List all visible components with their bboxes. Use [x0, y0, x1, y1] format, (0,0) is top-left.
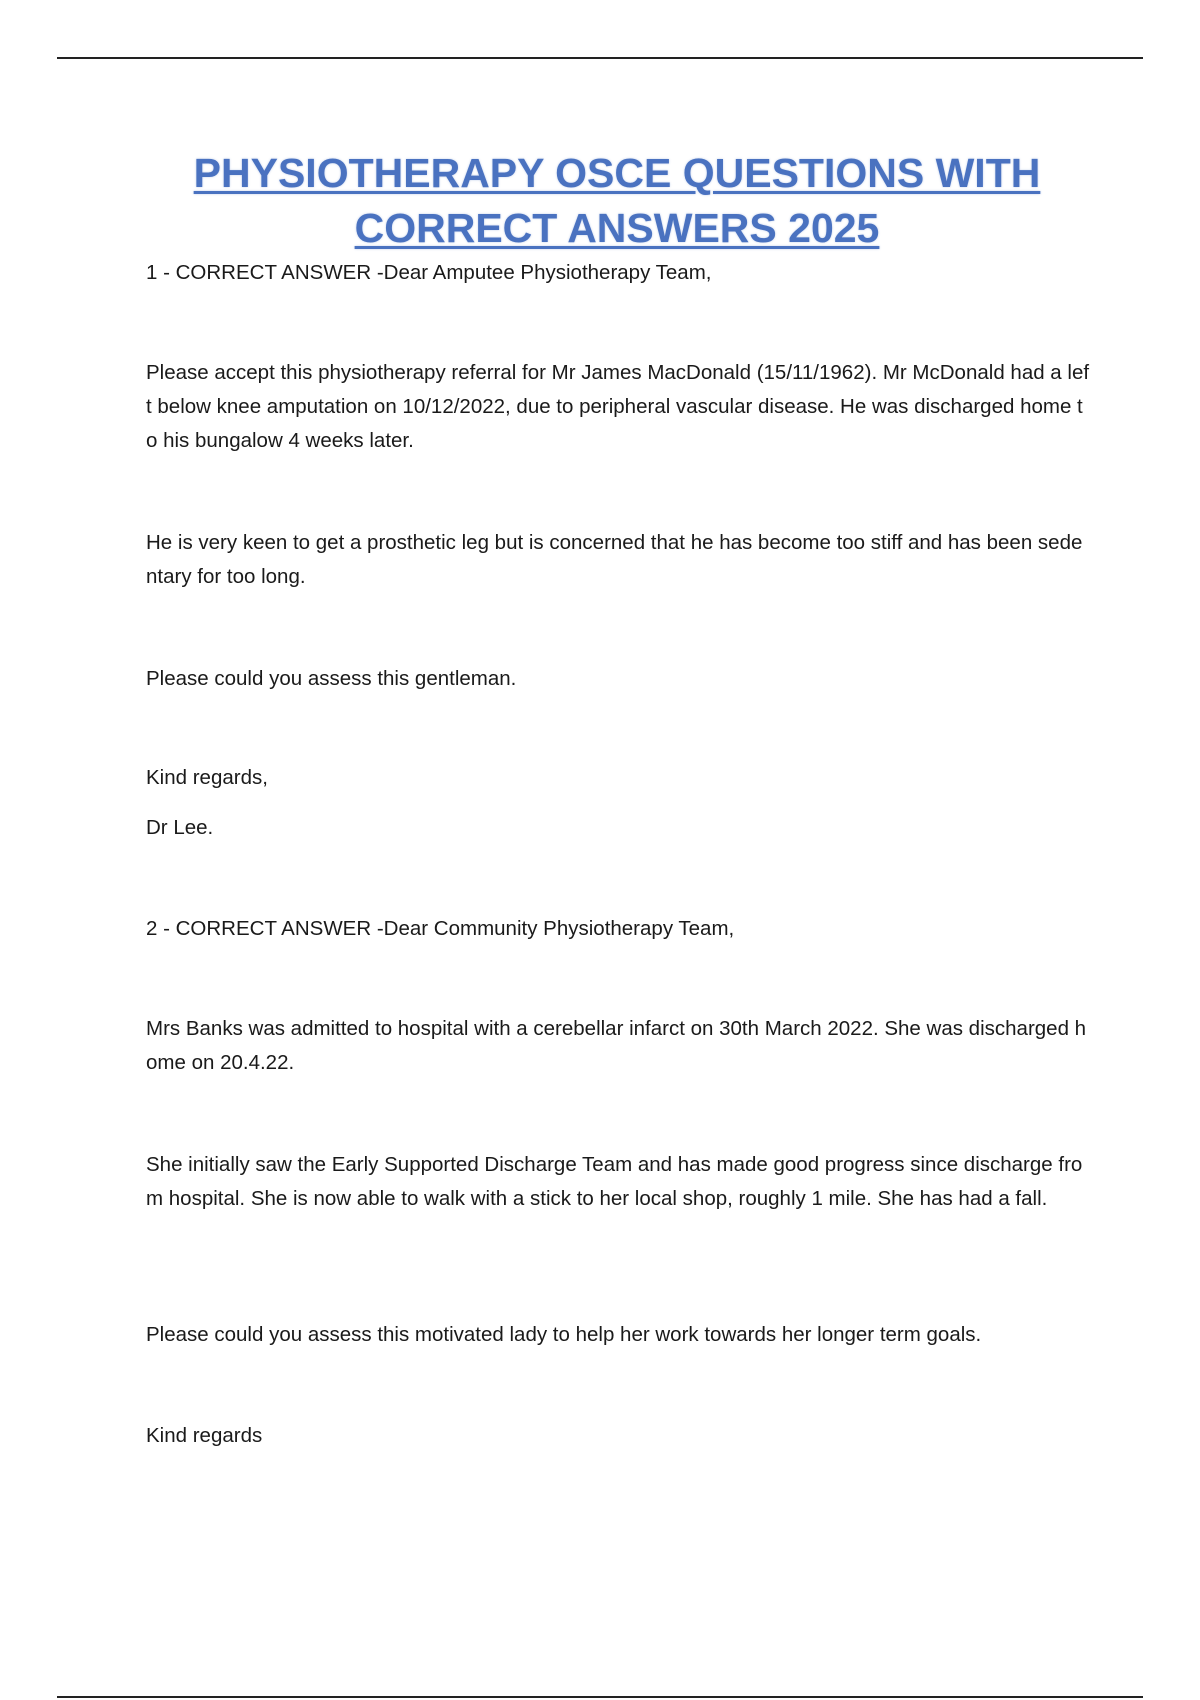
top-rule — [57, 57, 1143, 59]
answer-2-progress-paragraph: She initially saw the Early Supported Discharge Team and has made good progress since discharge from hospital. She is now able to walk with a stick to her local shop, roughly 1 mile. She has had a fall. — [146, 1153, 1083, 1210]
bottom-rule — [57, 1696, 1143, 1698]
answer-1-concern-paragraph: He is very keen to get a prosthetic leg but is concerned that he has become too stiff and has been sedentary for too long. — [146, 531, 1083, 588]
answer-2-admission-paragraph: Mrs Banks was admitted to hospital with a cerebellar infarct on 30th March 2022. She was discharged home on 20.4.22. — [146, 1017, 1087, 1074]
answer-1-signoff: Kind regards, — [146, 766, 268, 789]
title-line-1: PHYSIOTHERAPY OSCE QUESTIONS WITH — [193, 150, 1041, 196]
answer-1-heading: 1 - CORRECT ANSWER -Dear Amputee Physiotherapy Team, — [146, 261, 712, 284]
document-title — [57, 146, 1177, 256]
answer-1-referral-paragraph: Please accept this physiotherapy referral for Mr James MacDonald (15/11/1962). Mr McDonald had a left below knee amputation on 10/12/2022, due to peripheral vascular disease. He was discharged home to his bungalow 4 weeks later. — [146, 361, 1090, 452]
answer-2-heading: 2 - CORRECT ANSWER -Dear Community Physiotherapy Team, — [146, 917, 735, 940]
answer-1-request-paragraph: Please could you assess this gentleman. — [146, 667, 517, 690]
answer-2-signoff: Kind regards — [146, 1424, 263, 1447]
answer-2-request-paragraph: Please could you assess this motivated lady to help her work towards her longer term goals. — [146, 1323, 982, 1346]
answer-1-signature: Dr Lee. — [146, 816, 214, 839]
title-line-2: CORRECT ANSWERS 2025 — [354, 205, 880, 251]
